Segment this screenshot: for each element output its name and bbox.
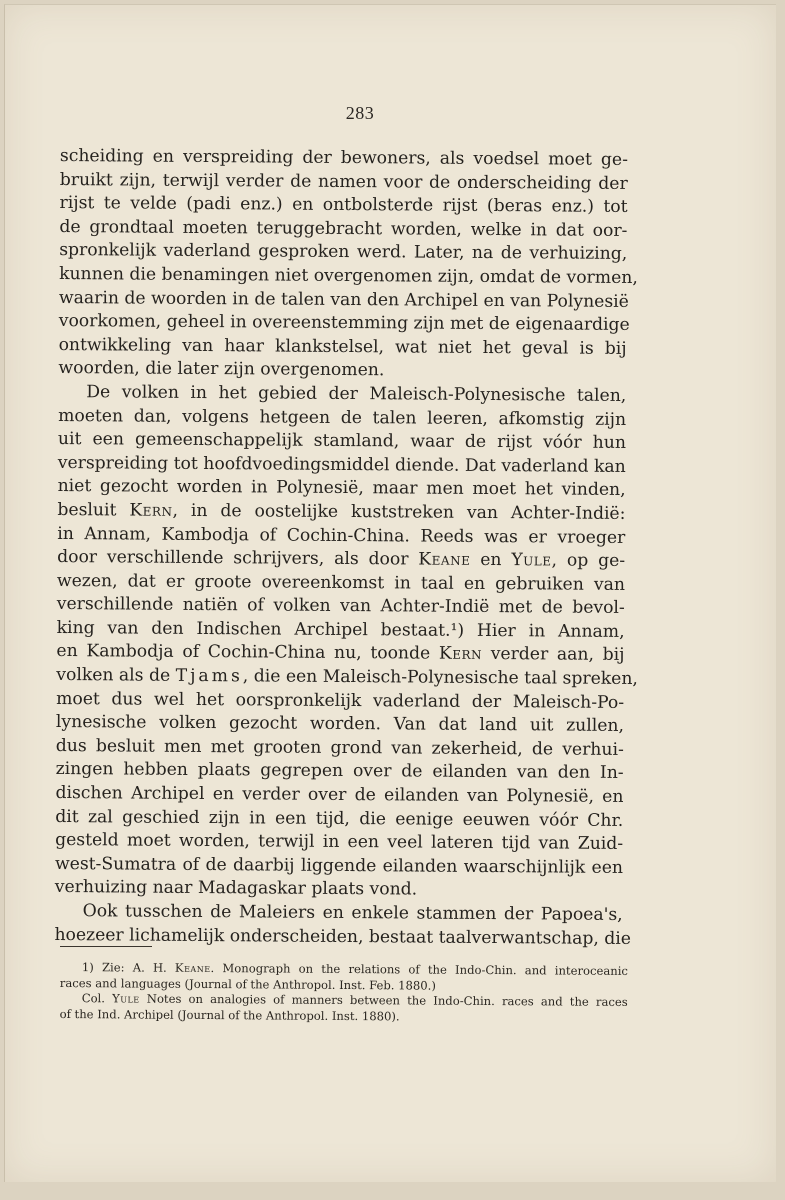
text-line: de grondtaal moeten teruggebracht worden, welke in dat oor- [59, 216, 628, 241]
text-line: dischen Archipel en verder over de eilanden van Polynesië, en [55, 783, 624, 807]
text-line: uit een gemeenschappelijk stamland, waar de rijst vóór hun [57, 429, 627, 454]
footnote-line: of the Ind. Archipel (Journal of the Anthropol. Inst. 1880). [59, 1006, 400, 1024]
body-text [54, 145, 638, 951]
text-line: west-Sumatra of de daarbij liggende eilanden waarschijnlijk een [54, 853, 624, 878]
text-line: verhuizing naar Madagaskar plaats vond. [54, 877, 418, 900]
text-line: verschillende natiën of volken van Achter-Indië met de bevol- [56, 594, 625, 619]
text-line: spronkelijk vaderland gesproken werd. Later, na de verhuizing, [59, 240, 628, 265]
footnotes [60, 960, 628, 1026]
text-line: moet dus wel het oorspronkelijk vaderland der Maleisch-Po- [56, 688, 625, 713]
text-line: scheiding en verspreiding der bewoners, als voedsel moet ge- [59, 145, 628, 170]
text-line: kunnen die benamingen niet overgenomen zijn, omdat de vormen, [59, 263, 638, 289]
text-line: hoezeer lichamelijk onderscheiden, bestaat taalverwantschap, die [54, 924, 632, 949]
footnote-line: races and languages (Journal of the Anthropol. Inst. Feb. 1880.) [59, 975, 436, 993]
text-line: woorden, die later zijn overgenomen. [58, 358, 385, 381]
text-line: wezen, dat er groote overeenkomst in taal en gebruiken van [56, 570, 626, 595]
text-line: in Annam, Kambodja of Cochin-China. Reeds was er vroeger [57, 523, 626, 548]
text-line: De volken in het gebied der Maleisch-Polynesische talen, [86, 382, 627, 406]
text-line: ontwikkeling van haar klankstelsel, wat niet het geval is bij [58, 334, 627, 359]
text-line: king van den Indischen Archipel bestaat.¹) Hier in Annam, [56, 617, 625, 642]
footnote-divider [60, 946, 152, 947]
text-line: besluit Kern, in de oostelijke kuststreken van Achter-Indië: [57, 499, 626, 524]
text-line: voorkomen, geheel in overeenstemming zijn met de eigenaardige [58, 311, 630, 336]
text-line: door verschillende schrijvers, als door Keane en Yule, op ge- [57, 547, 626, 572]
text-line: en Kambodja of Cochin-China nu, toonde Kern verder aan, bij [56, 641, 625, 666]
text-line: bruikt zijn, terwijl verder de namen voor de onderscheiding der [59, 169, 628, 194]
page-number: 283 [345, 103, 375, 123]
footnote-line: Col. Yule Notes on analogies of manners between the Indo-Chin. races and the races [81, 991, 628, 1010]
text-line: lynesische volken gezocht worden. Van dat land uit zullen, [55, 712, 625, 737]
text-line: gesteld moet worden, terwijl in een veel lateren tijd van Zuid- [55, 830, 624, 855]
text-line: volken als de Tjams, die een Maleisch-Polynesische taal spreken, [56, 665, 638, 690]
text-line: moeten dan, volgens hetgeen de talen leeren, afkomstig zijn [58, 405, 627, 430]
text-line: niet gezocht worden in Polynesië, maar men moet het vinden, [57, 476, 626, 501]
text-line: rijst te velde (padi enz.) en ontbolsterde rijst (beras enz.) tot [59, 193, 628, 218]
text-line: dit zal geschied zijn in een tijd, die eenige eeuwen vóór Chr. [55, 806, 624, 831]
footnote-line: 1) Zie: A. H. Keane. Monograph on the relations of the Indo-Chin. and interoceanic [81, 960, 628, 978]
text-line: zingen hebben plaats gegrepen over de eilanden van den In- [55, 759, 624, 784]
text-line: waarin de woorden in de talen van den Archipel en van Polynesië [58, 287, 629, 312]
text-line: Ook tusschen de Maleiers en enkele stammen der Papoea's, [82, 901, 623, 925]
text-line: dus besluit men met grooten grond van zekerheid, de verhui- [55, 735, 624, 760]
text-line: verspreiding tot hoofdvoedingsmiddel diende. Dat vaderland kan [57, 452, 626, 477]
